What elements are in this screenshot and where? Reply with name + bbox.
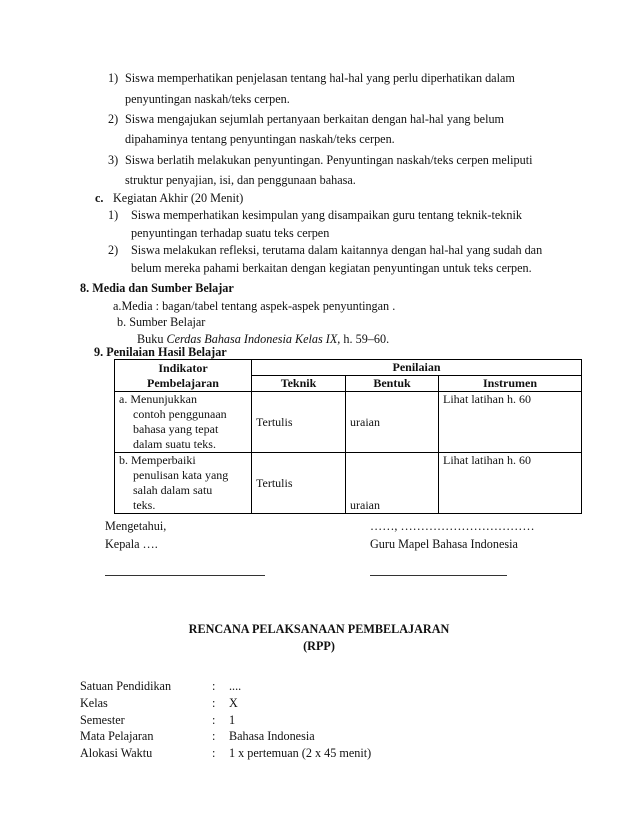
row-1-instrumen: Lihat latihan h. 60 <box>439 392 582 453</box>
section-8-sumber: b. Sumber Belajar <box>117 315 206 329</box>
row-2-indikator-line4: teks. <box>133 498 156 512</box>
identity-sep-alokasi: : <box>212 746 216 760</box>
header-instrumen: Instrumen <box>439 376 582 392</box>
buku-suffix: h. 59–60. <box>340 332 390 346</box>
row-1-bentuk: uraian <box>346 392 439 453</box>
section-c-item-1-line1: Siswa memperhatikan kesimpulan yang disampaikan guru tentang teknik-teknik <box>131 208 522 222</box>
section-c-item-2-number: 2) <box>108 243 119 257</box>
row-1-teknik: Tertulis <box>252 392 346 453</box>
identity-sep-mapel: : <box>212 729 216 743</box>
header-indikator-line1: Indikator <box>158 360 208 375</box>
row-2-teknik: Tertulis <box>252 453 346 514</box>
identity-label-satuan: Satuan Pendidikan <box>80 679 172 693</box>
table-row <box>115 392 582 453</box>
row-1-indikator-line1: a. Menunjukkan <box>119 392 197 406</box>
row-2-bentuk: uraian <box>346 453 439 514</box>
row-2-indikator <box>115 453 252 514</box>
identity-value-alokasi: 1 x pertemuan (2 x 45 menit) <box>229 746 372 760</box>
rpp-title: RENCANA PELAKSANAAN PEMBELAJARAN <box>188 622 450 636</box>
list-item-3-line2: struktur penyajian, isi, dan penggunaan bahasa. <box>125 173 356 187</box>
section-c-title: Kegiatan Akhir (20 Menit) <box>113 191 244 205</box>
rpp-subtitle: (RPP) <box>303 639 335 653</box>
assessment-table <box>114 359 582 514</box>
table-row <box>115 453 582 514</box>
row-1-indikator-line3: bahasa yang tepat <box>133 422 219 436</box>
section-c-label: c. <box>95 191 104 205</box>
row-1-indikator-line4: dalam suatu teks. <box>133 437 216 451</box>
header-indikator-line2: Pembelajaran <box>147 375 219 390</box>
identity-label-kelas: Kelas <box>80 696 108 710</box>
list-item-2-line2: dipahaminya tentang penyuntingan naskah/teks cerpen. <box>125 132 395 146</box>
section-8-media: a.Media : bagan/tabel tentang aspek-aspek penyuntingan . <box>113 299 396 313</box>
row-1-indikator <box>115 392 252 453</box>
header-indikator <box>115 360 252 392</box>
identity-value-satuan: .... <box>229 679 242 693</box>
section-c-item-2-line2: belum mereka pahami berkaitan dengan kegiatan penyuntingan untuk teks cerpen. <box>131 261 532 275</box>
identity-label-semester: Semester <box>80 713 125 727</box>
section-8-heading: 8. Media dan Sumber Belajar <box>80 281 234 295</box>
section-c-item-2-line1: Siswa melakukan refleksi, terutama dalam kaitannya dengan hal-hal yang sudah dan <box>131 243 543 257</box>
list-item-2-line1: Siswa mengajukan sejumlah pertanyaan berkaitan dengan hal-hal yang belum <box>125 112 505 126</box>
identity-sep-satuan: : <box>212 679 216 693</box>
row-2-instrumen: Lihat latihan h. 60 <box>439 453 582 514</box>
row-2-indikator-line1: b. Memperbaiki <box>119 453 196 467</box>
identity-sep-kelas: : <box>212 696 216 710</box>
row-2-indikator-line2: penulisan kata yang <box>133 468 229 482</box>
header-penilaian: Penilaian <box>252 360 582 376</box>
list-item-1-number: 1) <box>108 71 119 85</box>
identity-value-semester: 1 <box>229 713 236 727</box>
buku-title: Cerdas Bahasa Indonesia Kelas IX, <box>166 332 341 346</box>
signature-right-1: ……, …………………………… <box>370 519 535 533</box>
section-c-item-1-number: 1) <box>108 208 119 222</box>
header-teknik: Teknik <box>252 376 346 392</box>
identity-value-mapel: Bahasa Indonesia <box>229 729 315 743</box>
section-9-heading: 9. Penilaian Hasil Belajar <box>94 345 227 359</box>
list-item-3-line1: Siswa berlatih melakukan penyuntingan. Penyuntingan naskah/teks cerpen meliputi <box>125 153 533 167</box>
signature-line-right <box>370 575 507 576</box>
identity-label-mapel: Mata Pelajaran <box>80 729 154 743</box>
row-2-indikator-line3: salah dalam satu <box>133 483 213 497</box>
list-item-2-number: 2) <box>108 112 119 126</box>
identity-value-kelas: X <box>229 696 238 710</box>
signature-left-2: Kepala …. <box>105 537 158 551</box>
row-1-indikator-line2: contoh penggunaan <box>133 407 227 421</box>
section-c-item-1-line2: penyuntingan terhadap suatu teks cerpen <box>131 226 330 240</box>
identity-sep-semester: : <box>212 713 216 727</box>
signature-line-left <box>105 575 265 576</box>
buku-prefix: Buku <box>137 332 167 346</box>
list-item-3-number: 3) <box>108 153 119 167</box>
identity-label-alokasi: Alokasi Waktu <box>80 746 153 760</box>
list-item-1-line1: Siswa memperhatikan penjelasan tentang hal-hal yang perlu diperhatikan dalam <box>125 71 515 85</box>
signature-right-2: Guru Mapel Bahasa Indonesia <box>370 537 518 551</box>
header-bentuk: Bentuk <box>346 376 439 392</box>
list-item-1-line2: penyuntingan naskah/teks cerpen. <box>125 92 290 106</box>
signature-left-1: Mengetahui, <box>105 519 167 533</box>
